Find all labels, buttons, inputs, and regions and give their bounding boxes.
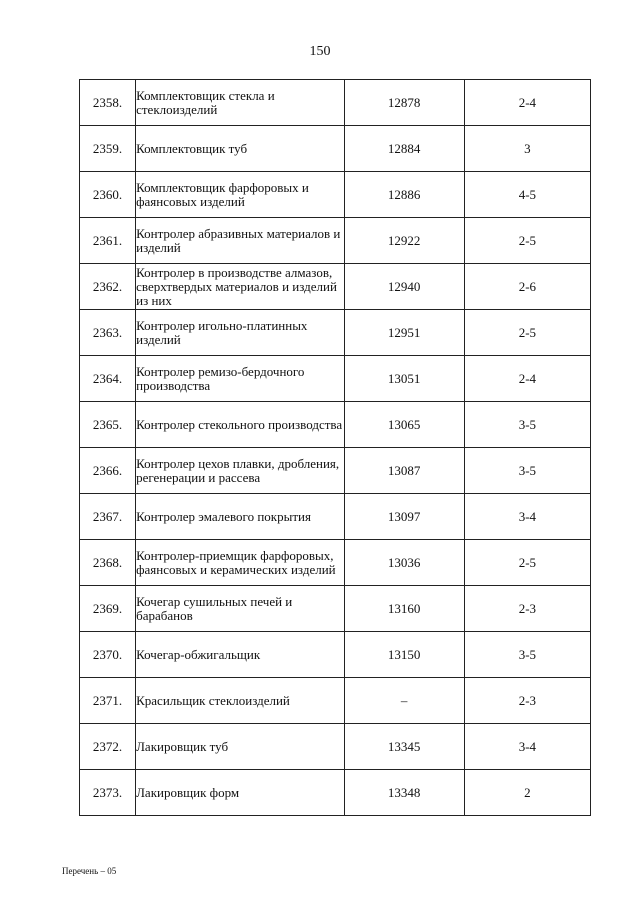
profession-code: 12884 <box>344 126 464 172</box>
grade-range: 2-3 <box>464 586 590 632</box>
grade-range: 2 <box>464 770 590 816</box>
profession-code: 12940 <box>344 264 464 310</box>
table-row <box>80 356 591 402</box>
grade-range: 3-5 <box>464 632 590 678</box>
profession-name: Контролер игольно-платинных изделий <box>136 310 344 356</box>
grade-range: 3 <box>464 126 590 172</box>
table-row <box>80 632 591 678</box>
row-number: 2359. <box>80 126 136 172</box>
grade-range: 2-3 <box>464 678 590 724</box>
profession-code: 12878 <box>344 80 464 126</box>
professions-table <box>79 79 591 816</box>
table-row <box>80 218 591 264</box>
table-row <box>80 448 591 494</box>
row-number: 2365. <box>80 402 136 448</box>
profession-code: 13150 <box>344 632 464 678</box>
page-number: 150 <box>309 44 331 59</box>
table-row <box>80 678 591 724</box>
profession-name: Красильщик стеклоизделий <box>136 678 344 724</box>
table-row <box>80 770 591 816</box>
grade-range: 3-4 <box>464 724 590 770</box>
profession-name: Кочегар-обжигальщик <box>136 632 344 678</box>
profession-code: 13160 <box>344 586 464 632</box>
row-number: 2370. <box>80 632 136 678</box>
table-row <box>80 494 591 540</box>
profession-name: Контролер в производстве алмазов, сверхтвердых материалов и изделий из них <box>136 264 344 310</box>
profession-code: 13065 <box>344 402 464 448</box>
row-number: 2363. <box>80 310 136 356</box>
profession-name: Контролер цехов плавки, дробления, регенерации и рассева <box>136 448 344 494</box>
grade-range: 2-6 <box>464 264 590 310</box>
row-number: 2360. <box>80 172 136 218</box>
profession-code: 12922 <box>344 218 464 264</box>
row-number: 2364. <box>80 356 136 402</box>
table-row <box>80 80 591 126</box>
profession-name: Лакировщик форм <box>136 770 344 816</box>
profession-code: 13345 <box>344 724 464 770</box>
profession-name: Комплектовщик фарфоровых и фаянсовых изделий <box>136 172 344 218</box>
grade-range: 4-5 <box>464 172 590 218</box>
table-row <box>80 264 591 310</box>
row-number: 2361. <box>80 218 136 264</box>
row-number: 2367. <box>80 494 136 540</box>
row-number: 2362. <box>80 264 136 310</box>
row-number: 2358. <box>80 80 136 126</box>
profession-name: Кочегар сушильных печей и барабанов <box>136 586 344 632</box>
table-body <box>80 80 591 816</box>
profession-code: 13097 <box>344 494 464 540</box>
profession-name: Контролер-приемщик фарфоровых, фаянсовых и керамических изделий <box>136 540 344 586</box>
profession-name: Контролер эмалевого покрытия <box>136 494 344 540</box>
profession-code: – <box>344 678 464 724</box>
profession-code: 13051 <box>344 356 464 402</box>
row-number: 2369. <box>80 586 136 632</box>
grade-range: 2-5 <box>464 540 590 586</box>
grade-range: 3-5 <box>464 402 590 448</box>
footer-label: Перечень – 05 <box>62 866 117 876</box>
profession-name: Контролер стекольного производства <box>136 402 344 448</box>
profession-code: 12951 <box>344 310 464 356</box>
grade-range: 2-5 <box>464 218 590 264</box>
row-number: 2366. <box>80 448 136 494</box>
profession-name: Контролер ремизо-бердочного производства <box>136 356 344 402</box>
profession-code: 13348 <box>344 770 464 816</box>
row-number: 2371. <box>80 678 136 724</box>
profession-name: Комплектовщик туб <box>136 126 344 172</box>
grade-range: 2-5 <box>464 310 590 356</box>
profession-name: Контролер абразивных материалов и изделий <box>136 218 344 264</box>
profession-name: Комплектовщик стекла и стеклоизделий <box>136 80 344 126</box>
row-number: 2373. <box>80 770 136 816</box>
profession-code: 13087 <box>344 448 464 494</box>
grade-range: 2-4 <box>464 80 590 126</box>
row-number: 2368. <box>80 540 136 586</box>
row-number: 2372. <box>80 724 136 770</box>
profession-code: 12886 <box>344 172 464 218</box>
table-row <box>80 540 591 586</box>
profession-code: 13036 <box>344 540 464 586</box>
table-row <box>80 310 591 356</box>
grade-range: 3-4 <box>464 494 590 540</box>
grade-range: 3-5 <box>464 448 590 494</box>
table-row <box>80 402 591 448</box>
table-row <box>80 126 591 172</box>
table-row <box>80 172 591 218</box>
profession-name: Лакировщик туб <box>136 724 344 770</box>
grade-range: 2-4 <box>464 356 590 402</box>
table-row <box>80 586 591 632</box>
table-row <box>80 724 591 770</box>
